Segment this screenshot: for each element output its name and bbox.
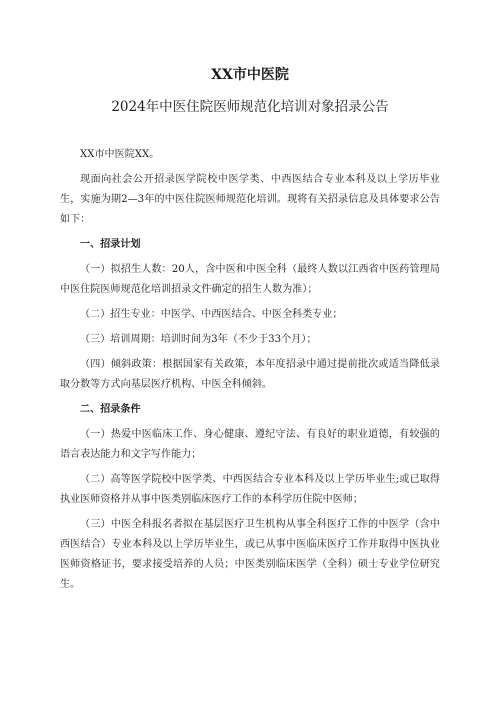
section2-heading: 二、招录条件 bbox=[80, 404, 141, 415]
section1-item-1: （一）拟招生人数：20人，含中医和中医全科（最终人数以江西省中医药管理局中医住院医师规范化培训招录文件确定的招生人数为准）； bbox=[60, 264, 440, 295]
section2-item-1: （一）热爱中医临床工作、身心健康、遵纪守法、有良好的职业道德，有较强的语言表达能力和文字写作能力； bbox=[60, 429, 440, 460]
section1-item-2: （二）招生专业：中医学、中西医结合、中医全科类专业； bbox=[80, 309, 343, 320]
org-title: XX市中医院 bbox=[211, 67, 289, 83]
greeting: XX市中医院XX。 bbox=[80, 149, 160, 160]
section2-item-3: （三）中医全科报名者拟在基层医疗卫生机构从事全科医疗工作的中医学（含中西医结合）专业本科及以上学历毕业生，或已从事中医临床医疗工作并取得中医执业医师资格证书，要求接受培养的人员；中医类别临床医学（全科）硕士专业学位研究生。 bbox=[60, 519, 440, 590]
document-body bbox=[60, 145, 440, 600]
section1-item-3: （三）培训周期：培训时间为3年（不少于33个月）； bbox=[80, 334, 317, 345]
announcement-title: 2024年中医住院医师规范化培训对象招录公告 bbox=[111, 99, 389, 115]
intro-paragraph: 现面向社会公开招录医学院校中医学类、中西医结合专业本科及以上学历毕业生，实施为期2—3年的中医住院医师规范化培训。现将有关招录信息及具体要求公告如下： bbox=[60, 174, 440, 225]
section1-item-4: （四）倾斜政策：根据国家有关政策，本年度招录中通过提前批次或适当降低录取分数等方式向基层医疗机构、中医全科倾斜。 bbox=[60, 359, 440, 390]
section1-heading: 一、招录计划 bbox=[80, 239, 141, 250]
section2-item-2: （二）高等医学院校中医学类、中西医结合专业本科及以上学历毕业生;或已取得执业医师资格并从事中医类别临床医疗工作的本科学历住院中医师； bbox=[60, 474, 440, 505]
